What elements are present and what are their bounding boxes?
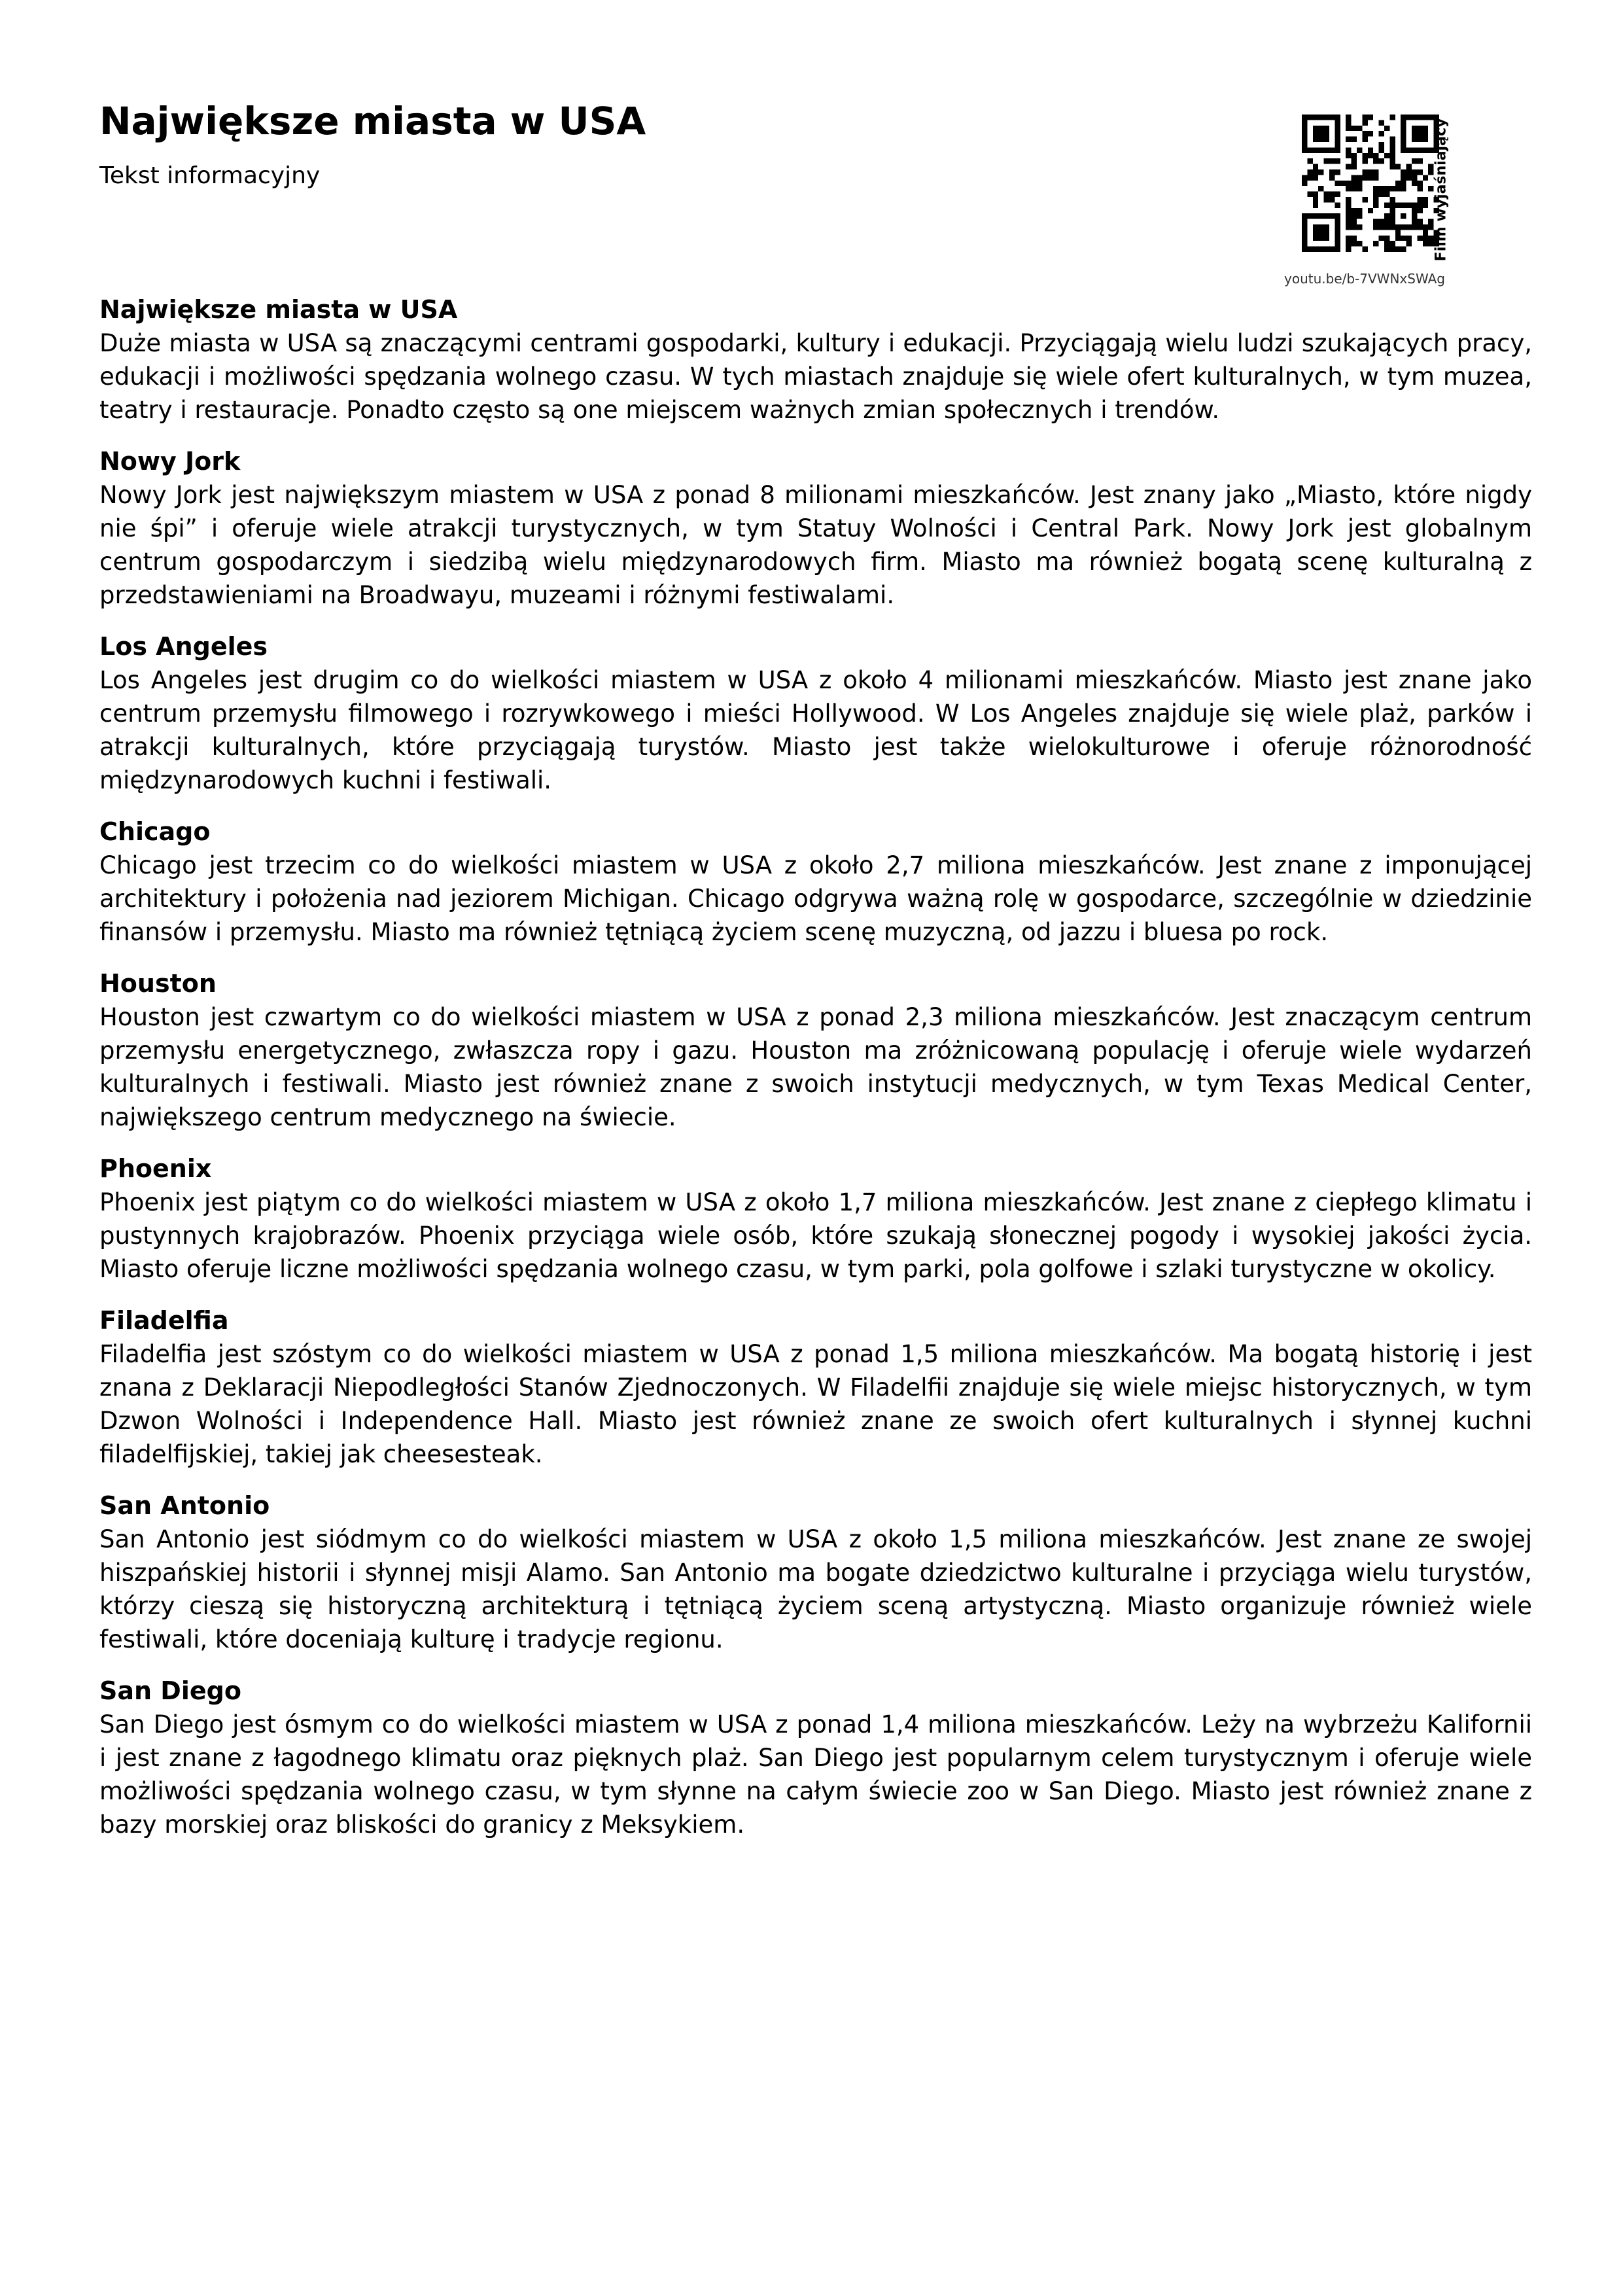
section-chicago bbox=[99, 815, 1532, 949]
section-san-antonio bbox=[99, 1489, 1532, 1656]
section-los-angeles bbox=[99, 630, 1532, 797]
section-san-diego bbox=[99, 1674, 1532, 1841]
article-body bbox=[99, 293, 1532, 1860]
qr-code-icon[interactable] bbox=[1302, 115, 1439, 252]
section-houston bbox=[99, 967, 1532, 1134]
section-text: Houston jest czwartym co do wielkości miastem w USA z ponad 2,3 miliona mieszkańców. Jest znaczącym centrum przemysłu energetycznego, zwłaszcza ropy i gazu. Houston ma zróżnicowaną populację i oferuje wiele wydarzeń kulturalnych i festiwali. Miasto jest również znane z swoich instytucji medycznych, w tym Texas Medical Center, największego centrum medycznego na świecie. bbox=[99, 1003, 1532, 1131]
section-heading: Phoenix bbox=[99, 1154, 212, 1183]
section-text: Chicago jest trzecim co do wielkości miastem w USA z około 2,7 miliona mieszkańców. Jest znane z imponującej architektury i położenia nad jeziorem Michigan. Chicago odgrywa ważną rolę w gospodarce, szczególnie w dziedzinie finansów i przemysłu. Miasto ma również tętniącą życiem scenę muzyczną, od jazzu i bluesa po rock. bbox=[99, 851, 1532, 946]
page-subtitle: Tekst informacyjny bbox=[99, 162, 321, 189]
section-heading: Chicago bbox=[99, 817, 211, 846]
section-text: Phoenix jest piątym co do wielkości miastem w USA z około 1,7 miliona mieszkańców. Jest znane z ciepłego klimatu i pustynnych krajobrazów. Phoenix przyciąga wiele osób, które szukają słonecznej pogody i wysokiej jakości życia. Miasto oferuje liczne możliwości spędzania wolnego czasu, w tym parki, pola golfowe i szlaki turystyczne w okolicy. bbox=[99, 1188, 1532, 1283]
section-text: Los Angeles jest drugim co do wielkości miastem w USA z około 4 milionami mieszkańców. Miasto jest znane jako centrum przemysłu filmowego i rozrywkowego i mieści Hollywood. W Los Angeles znajduje się wiele plaż, parków i atrakcji kulturalnych, które przyciągają turystów. Miasto jest także wielokulturowe i oferuje różnorodność międzynarodowych kuchni i festiwali. bbox=[99, 666, 1532, 794]
section-heading: Największe miasta w USA bbox=[99, 295, 458, 324]
section-phoenix bbox=[99, 1152, 1532, 1286]
section-text: San Antonio jest siódmym co do wielkości miastem w USA z około 1,5 miliona mieszkańców. Jest znane ze swojej hiszpańskiej historii i słynnej misji Alamo. San Antonio ma bogate dziedzictwo kulturalne i przyciąga wielu turystów, którzy cieszą się historyczną architekturą i tętniącą życiem sceną artystyczną. Miasto organizuje również wiele festiwali, które doceniają kulturę i tradycje regionu. bbox=[99, 1525, 1532, 1653]
section-heading: Filadelfia bbox=[99, 1306, 229, 1335]
section-text: San Diego jest ósmym co do wielkości miastem w USA z ponad 1,4 miliona mieszkańców. Leży na wybrzeżu Kalifornii i jest znane z łagodnego klimatu oraz pięknych plaż. San Diego jest popularnym celem turystycznym i oferuje wiele możliwości spędzania wolnego czasu, w tym słynne na całym świecie zoo w San Diego. Miasto jest również znane z bazy morskiej oraz bliskości do granicy z Meksykiem. bbox=[99, 1710, 1532, 1839]
section-new-york bbox=[99, 445, 1532, 612]
section-heading: San Diego bbox=[99, 1676, 241, 1705]
qr-side-label: Film wyjaśniający bbox=[1433, 118, 1450, 262]
section-text: Filadelfia jest szóstym co do wielkości miastem w USA z ponad 1,5 miliona mieszkańców. Ma bogatą historię i jest znana z Deklaracji Niepodległości Stanów Zjednoczonych. W Filadelfii znajduje się wiele miejsc historycznych, w tym Dzwon Wolności i Independence Hall. Miasto jest również znane ze swoich ofert kulturalnych i słynnej kuchni filadelfijskiej, takiej jak cheesesteak. bbox=[99, 1340, 1532, 1468]
section-text: Duże miasta w USA są znaczącymi centrami gospodarki, kultury i edukacji. Przyciągają wielu ludzi szukających pracy, edukacji i możliwości spędzania wolnego czasu. W tych miastach znajduje się wiele ofert kulturalnych, w tym muzea, teatry i restauracje. Ponadto często są one miejscem ważnych zmian społecznych i trendów. bbox=[99, 329, 1532, 424]
page-title: Największe miasta w USA bbox=[99, 99, 646, 143]
section-intro bbox=[99, 293, 1532, 427]
section-heading: Nowy Jork bbox=[99, 447, 241, 476]
section-text: Nowy Jork jest największym miastem w USA z ponad 8 milionami mieszkańców. Jest znany jako „Miasto, które nigdy nie śpi” i oferuje wiele atrakcji turystycznych, w tym Statuy Wolności i Central Park. Nowy Jork jest globalnym centrum gospodarczym i siedzibą wielu międzynarodowych firm. Miasto ma również bogatą scenę kulturalną z przedstawieniami na Broadwayu, muzeami i różnymi festiwalami. bbox=[99, 481, 1532, 609]
section-heading: Los Angeles bbox=[99, 632, 268, 661]
section-heading: Houston bbox=[99, 969, 217, 998]
qr-url[interactable]: youtu.be/b-7VWNxSWAg bbox=[1284, 271, 1446, 287]
section-philadelphia bbox=[99, 1304, 1532, 1471]
section-heading: San Antonio bbox=[99, 1491, 270, 1520]
